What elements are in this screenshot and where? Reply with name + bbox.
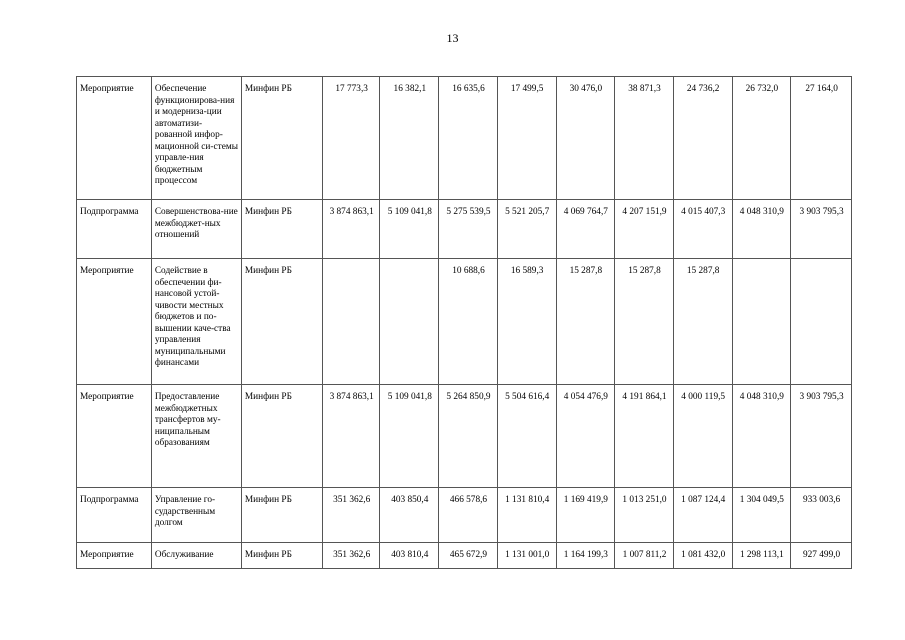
value-cell: 1 131 001,0 <box>497 543 556 569</box>
value-cell: 5 521 205,7 <box>497 200 556 259</box>
value-cell: 15 287,8 <box>615 259 674 385</box>
value-cell: 403 810,4 <box>380 543 439 569</box>
value-cell: 4 000 119,5 <box>673 385 732 488</box>
value-cell <box>380 259 439 385</box>
value-cell: 1 087 124,4 <box>673 488 732 543</box>
table-row <box>77 77 852 200</box>
value-cell: 1 013 251,0 <box>615 488 674 543</box>
value-cell: 1 081 432,0 <box>673 543 732 569</box>
value-cell: 4 048 310,9 <box>732 200 791 259</box>
value-cell: 5 109 041,8 <box>380 200 439 259</box>
row-agency-cell: Минфин РБ <box>241 385 322 488</box>
value-cell: 3 874 863,1 <box>322 385 380 488</box>
table-row <box>77 488 852 543</box>
value-cell: 4 054 476,9 <box>556 385 615 488</box>
value-cell: 15 287,8 <box>556 259 615 385</box>
value-cell: 403 850,4 <box>380 488 439 543</box>
value-cell: 5 504 616,4 <box>497 385 556 488</box>
value-cell: 5 264 850,9 <box>439 385 498 488</box>
value-cell: 30 476,0 <box>556 77 615 200</box>
value-cell <box>732 259 791 385</box>
value-cell: 1 164 199,3 <box>556 543 615 569</box>
row-name-cell: Обеспечение функционирова-ния и модерниза-ции автоматизи-рованной инфор-мационной си-стемы управле-ния бюджетным процессом <box>151 77 241 200</box>
table-row <box>77 543 852 569</box>
row-agency-cell: Минфин РБ <box>241 543 322 569</box>
value-cell: 351 362,6 <box>322 543 380 569</box>
value-cell: 16 635,6 <box>439 77 498 200</box>
row-agency-cell: Минфин РБ <box>241 200 322 259</box>
row-type-cell: Подпрограмма <box>77 488 152 543</box>
value-cell: 1 298 113,1 <box>732 543 791 569</box>
value-cell: 465 672,9 <box>439 543 498 569</box>
row-type-cell: Мероприятие <box>77 385 152 488</box>
row-agency-cell: Минфин РБ <box>241 259 322 385</box>
value-cell: 1 131 810,4 <box>497 488 556 543</box>
value-cell: 4 069 764,7 <box>556 200 615 259</box>
value-cell: 16 589,3 <box>497 259 556 385</box>
row-type-cell: Мероприятие <box>77 259 152 385</box>
row-agency-cell: Минфин РБ <box>241 77 322 200</box>
value-cell: 4 048 310,9 <box>732 385 791 488</box>
value-cell: 466 578,6 <box>439 488 498 543</box>
value-cell: 927 499,0 <box>791 543 852 569</box>
value-cell: 16 382,1 <box>380 77 439 200</box>
value-cell: 4 191 864,1 <box>615 385 674 488</box>
value-cell: 1 304 049,5 <box>732 488 791 543</box>
value-cell: 933 003,6 <box>791 488 852 543</box>
value-cell: 24 736,2 <box>673 77 732 200</box>
page-number: 13 <box>446 31 459 45</box>
budget-table <box>76 76 852 569</box>
value-cell: 3 903 795,3 <box>791 200 852 259</box>
value-cell: 4 015 407,3 <box>673 200 732 259</box>
row-agency-cell: Минфин РБ <box>241 488 322 543</box>
row-name-cell: Совершенствова-ние межбюджет-ных отношений <box>151 200 241 259</box>
value-cell: 27 164,0 <box>791 77 852 200</box>
value-cell: 5 275 539,5 <box>439 200 498 259</box>
value-cell <box>791 259 852 385</box>
value-cell: 17 499,5 <box>497 77 556 200</box>
value-cell: 10 688,6 <box>439 259 498 385</box>
row-type-cell: Мероприятие <box>77 77 152 200</box>
row-type-cell: Мероприятие <box>77 543 152 569</box>
row-type-cell: Подпрограмма <box>77 200 152 259</box>
value-cell: 4 207 151,9 <box>615 200 674 259</box>
row-name-cell: Управление го-сударственным долгом <box>151 488 241 543</box>
value-cell: 26 732,0 <box>732 77 791 200</box>
value-cell: 3 903 795,3 <box>791 385 852 488</box>
value-cell: 3 874 863,1 <box>322 200 380 259</box>
value-cell: 5 109 041,8 <box>380 385 439 488</box>
table-row <box>77 385 852 488</box>
value-cell: 1 169 419,9 <box>556 488 615 543</box>
table-row <box>77 200 852 259</box>
value-cell: 17 773,3 <box>322 77 380 200</box>
row-name-cell: Предоставление межбюджетных трансфертов му-ниципальным образованиям <box>151 385 241 488</box>
value-cell <box>322 259 380 385</box>
row-name-cell: Содействие в обеспечении фи-нансовой устой-чивости местных бюджетов и по-вышении каче-ства управления муниципальными финансами <box>151 259 241 385</box>
value-cell: 38 871,3 <box>615 77 674 200</box>
row-name-cell: Обслуживание <box>151 543 241 569</box>
value-cell: 351 362,6 <box>322 488 380 543</box>
value-cell: 15 287,8 <box>673 259 732 385</box>
table-row <box>77 259 852 385</box>
value-cell: 1 007 811,2 <box>615 543 674 569</box>
